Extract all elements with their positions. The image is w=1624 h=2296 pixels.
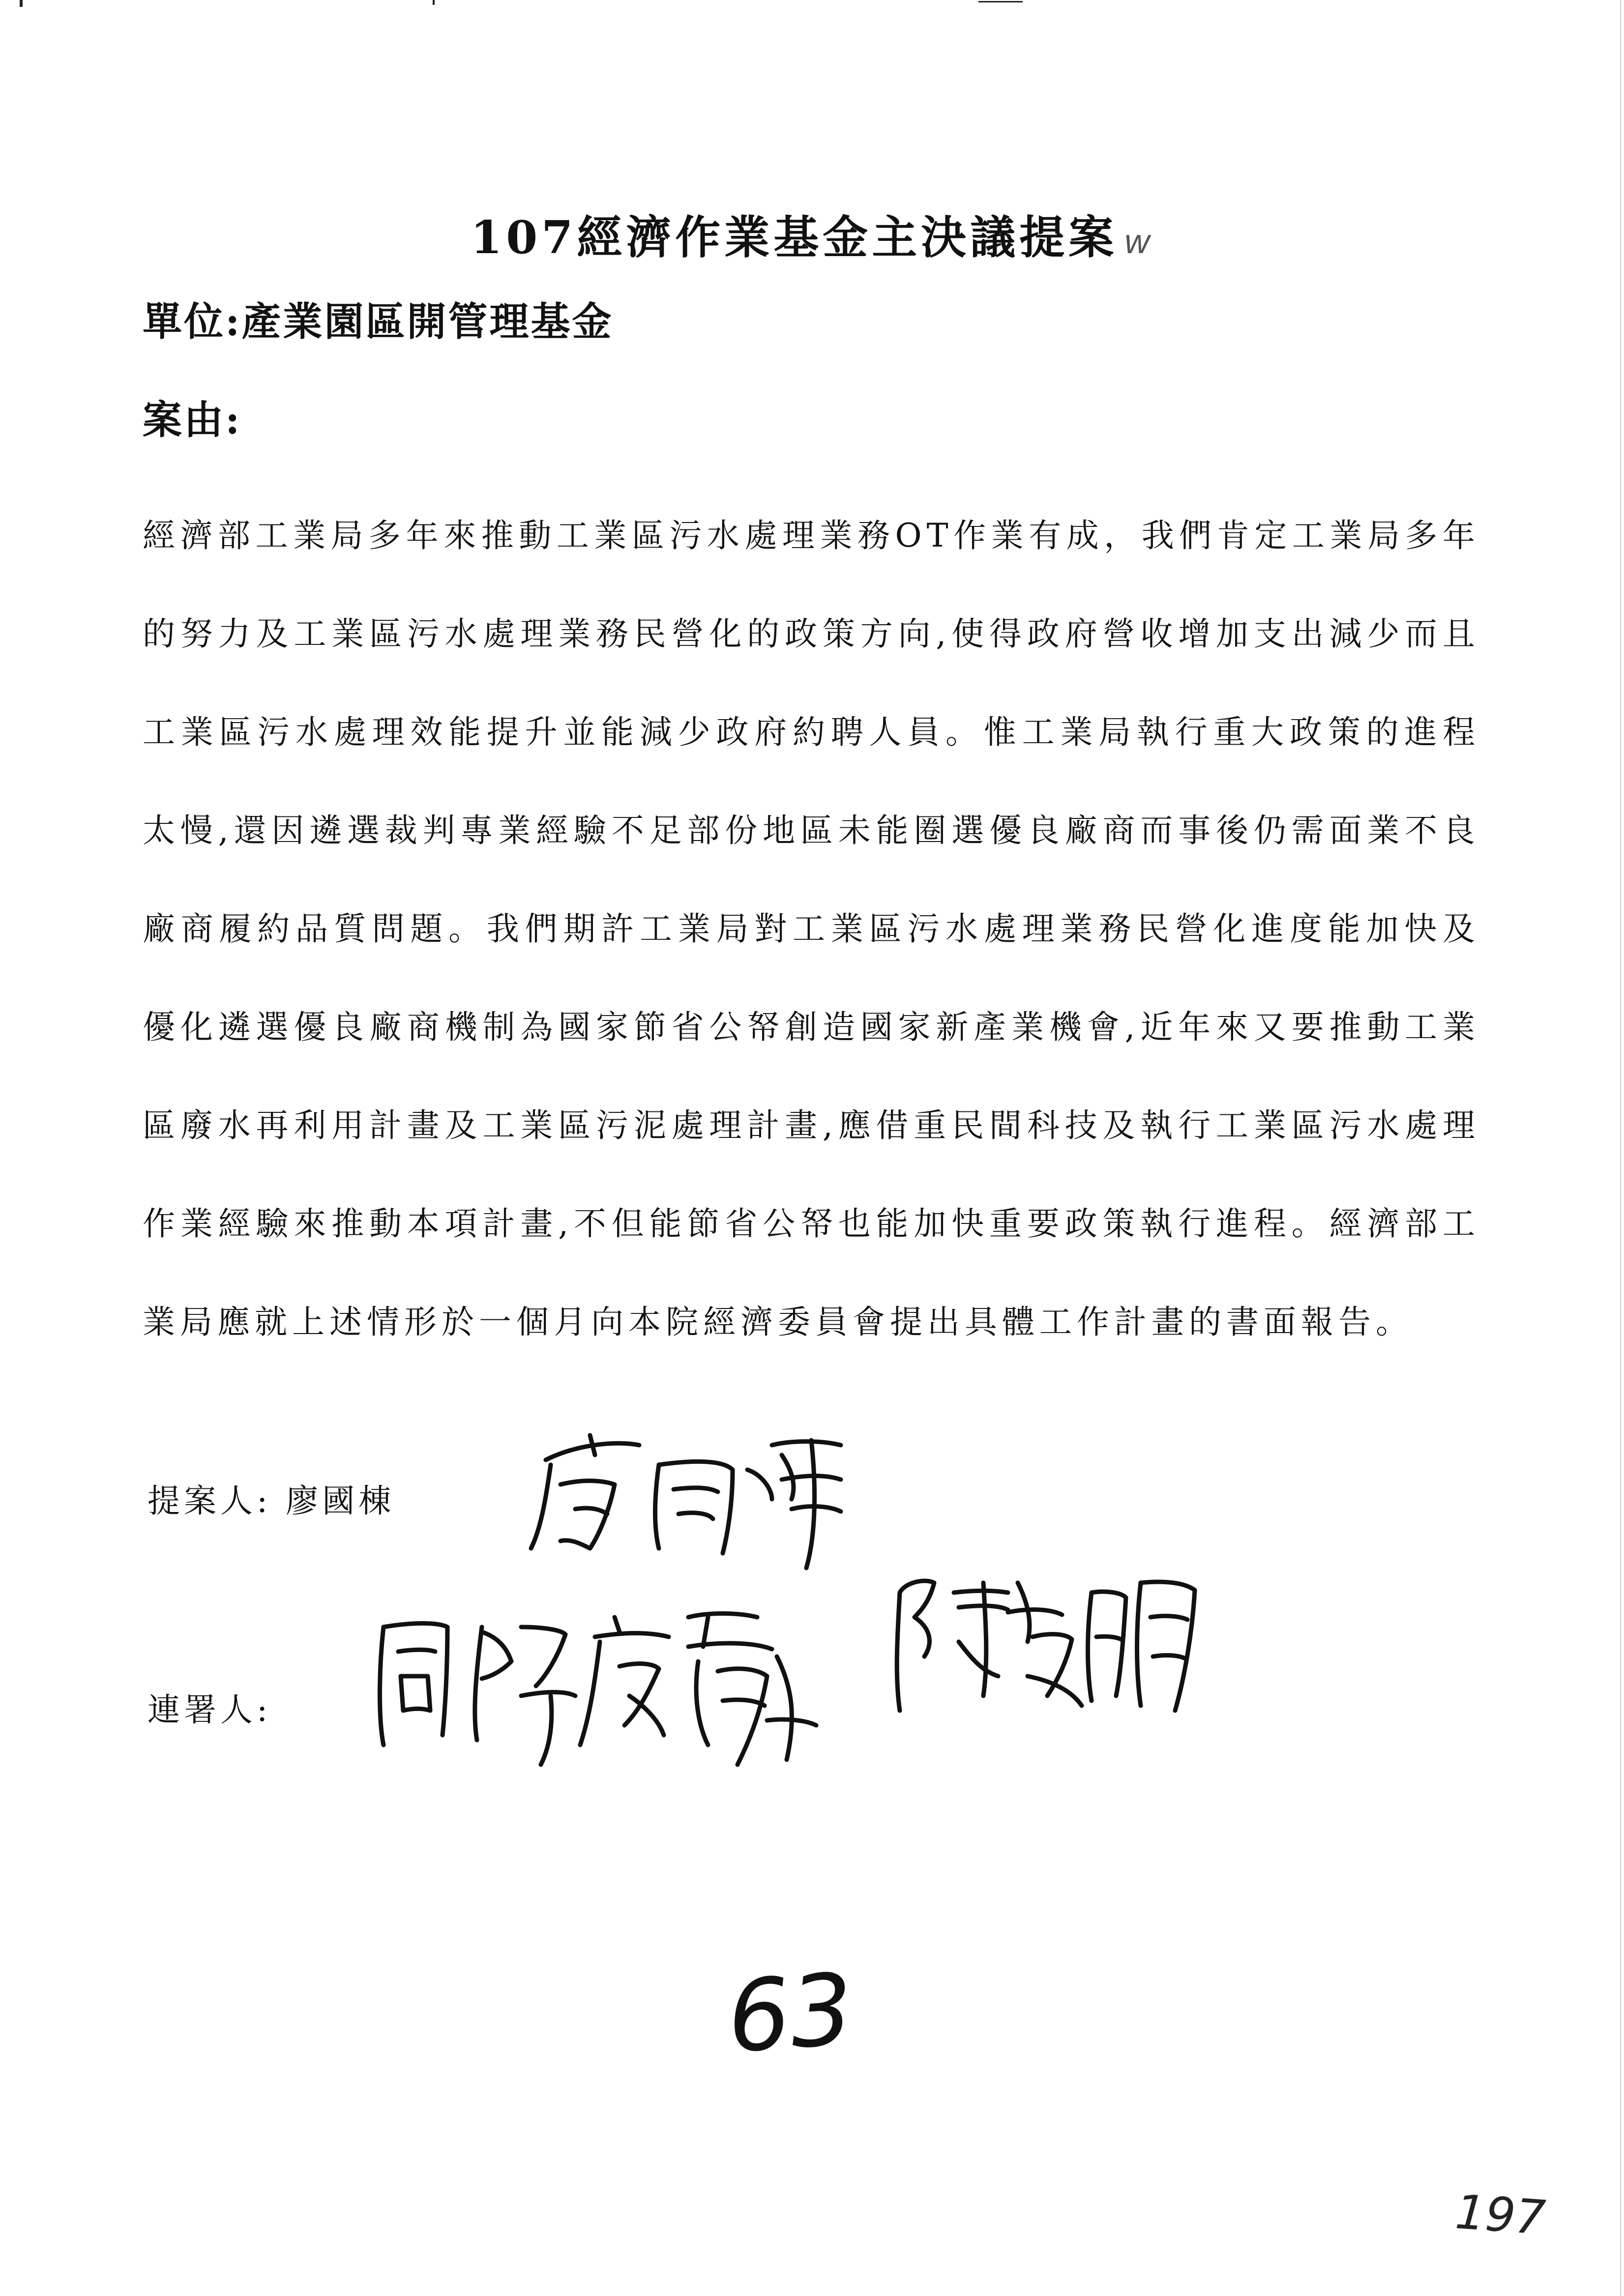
reason-label: 案由: — [143, 397, 242, 443]
scan-mark-top — [433, 0, 435, 5]
proposer-line: 提案人: 廖國棟 — [148, 1482, 395, 1520]
body-paragraph: 經濟部工業局多年來推動工業區污水處理業務OT作業有成，我們肯定工業局多年的努力及工業區污水處理業務民營化的政策方向,使得政府營收增加支出減少而且工業區污水處理效能提升並能減少政府約聘人員。惟工業局執行重大政策的進程太慢,還因遴選裁判專業經驗不足部份地區未能圈選優良廠商而事後仍需面業不良廠商履約品質問題。我們期許工業局對工業區污水處理業務民營化進度能加快及優化遴選優良廠商機制為國家節省公帑創造國家新產業機會,近年來又要推動工業區廢水再利用計畫及工業區污泥處理計畫,應借重民間科技及執行工業區污水處理作業經驗來推動本項計畫,不但能節省公帑也能加快重要政策執行進程。經濟部工業局應就上述情形於一個月向本院經濟委員會提出具體工作計畫的書面報告。 — [143, 517, 1480, 1341]
page-edge-line — [1620, 0, 1621, 2296]
document-title — [0, 202, 1624, 266]
unit-line: 單位:產業園區開管理基金 — [143, 298, 614, 345]
title-text: 107經濟作業基金主決議提案 — [471, 211, 1118, 264]
sheet-number: 197 — [1453, 2184, 1547, 2246]
proposer-signature — [516, 1425, 870, 1573]
scan-mark-left — [20, 0, 23, 7]
cosigner-signature-2 — [885, 1563, 1229, 1725]
scan-mark-top-right — [978, 1, 1023, 2]
body-text — [143, 487, 1480, 1371]
page-number: 63 — [724, 1952, 857, 2075]
title-handwritten-mark: w — [1124, 222, 1153, 261]
cosigner-signature-1 — [364, 1598, 846, 1784]
cosigner-line: 連署人: — [148, 1691, 272, 1729]
